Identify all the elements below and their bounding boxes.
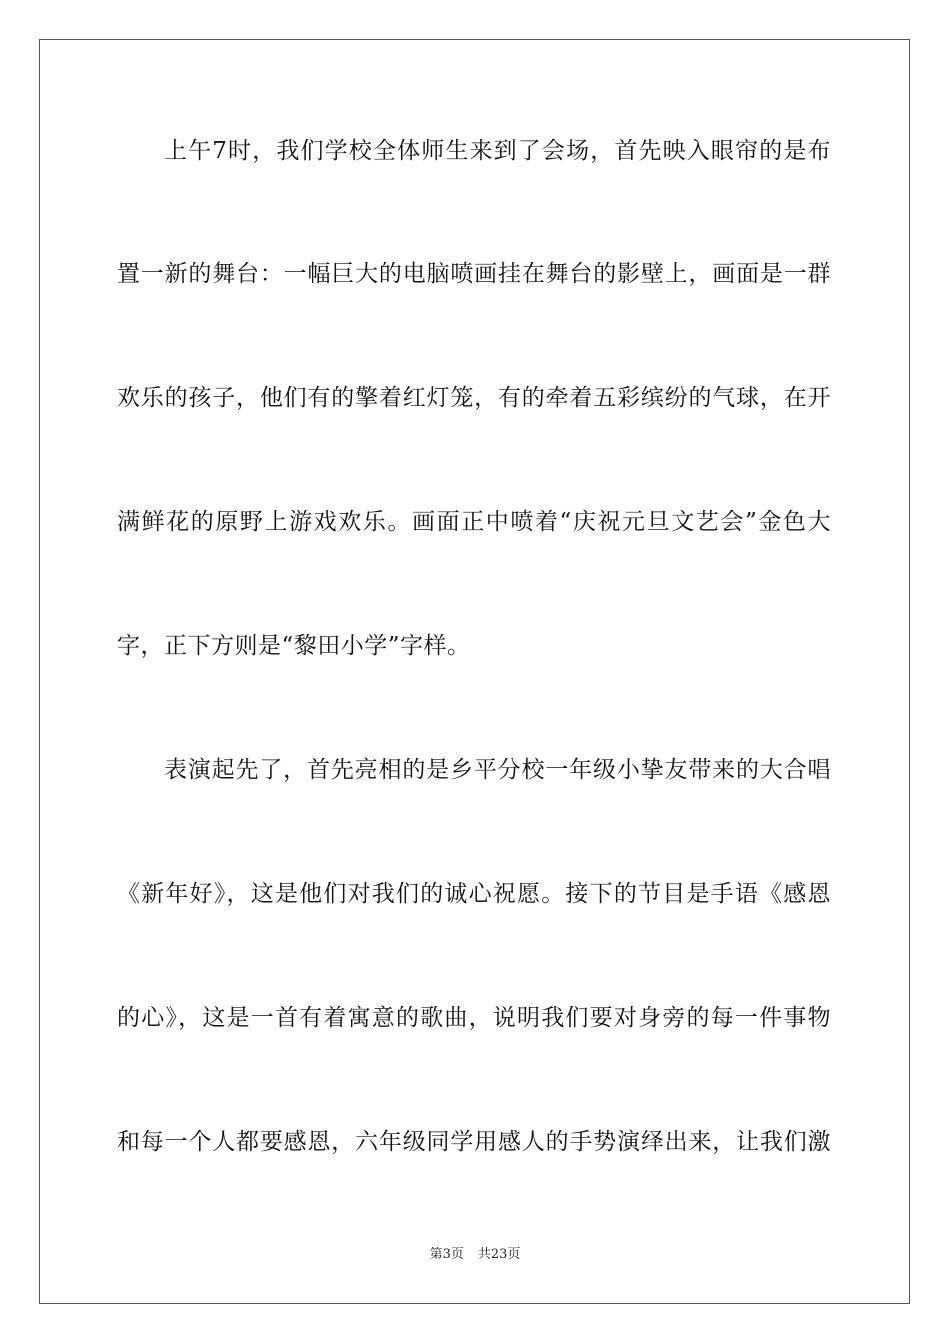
page-footer	[0, 1246, 950, 1264]
paragraph-1-line-3: 欢乐的孩子，他们有的擎着红灯笼，有的牵着五彩缤纷的气球，在开	[117, 385, 831, 411]
paragraph-2-line-4: 和每一个人都要感恩，六年级同学用感人的手势演绎出来，让我们激	[117, 1129, 831, 1155]
page-frame	[39, 39, 910, 1304]
total-pages: 共23页	[477, 1247, 521, 1262]
paragraph-2-line-3: 的心》，这是一首有着寓意的歌曲，说明我们要对身旁的每一件事物	[117, 1005, 831, 1031]
page-number: 第3页	[429, 1247, 464, 1262]
paragraph-1-line-1: 上午7时，我们学校全体师生来到了会场，首先映入眼帘的是布	[164, 138, 831, 164]
paragraph-1-line-4: 满鲜花的原野上游戏欢乐。画面正中喷着“庆祝元旦文艺会”金色大	[117, 509, 831, 535]
paragraph-1-line-2: 置一新的舞台：一幅巨大的电脑喷画挂在舞台的影壁上，画面是一群	[117, 261, 831, 287]
paragraph-2-line-2: 《新年好》，这是他们对我们的诚心祝愿。接下的节目是手语《感恩	[117, 881, 831, 907]
paragraph-2-line-1: 表演起先了，首先亮相的是乡平分校一年级小挚友带来的大合唱	[164, 757, 831, 783]
paragraph-1-line-5: 字，正下方则是“黎田小学”字样。	[117, 633, 471, 659]
